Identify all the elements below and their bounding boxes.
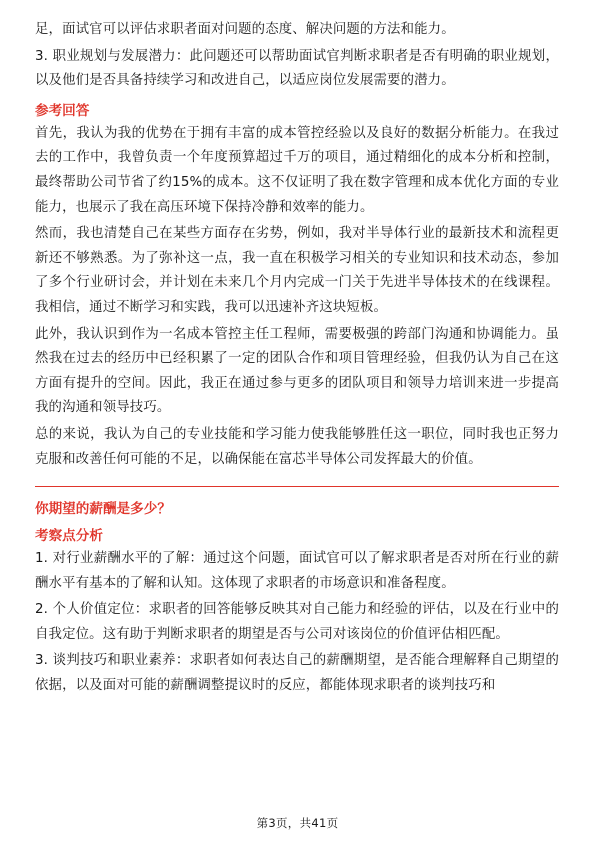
- analysis-heading: 考察点分析: [35, 528, 103, 545]
- page-number-footer: 第3页，共41页: [256, 816, 339, 830]
- answer-paragraph-2: 然而，我也清楚自己在某些方面存在劣势，例如，我对半导体行业的最新技术和流程更新还不够熟悉。为了弥补这一点，我一直在积极学习相关的专业知识和技术动态，参加了多个行业研讨会，并计划在未来几个月内完成一门关于先进半导体技术的在线课程。我相信，通过不断学习和实践，我可以迅速补齐这块短板。: [35, 226, 559, 315]
- analysis-point-1: 1. 对行业薪酬水平的了解：通过这个问题，面试官可以了解求职者是否对所在行业的薪酬水平有基本的了解和认知。这体现了求职者的市场意识和准备程度。: [35, 551, 559, 591]
- intro-point-3: 3. 职业规划与发展潜力：此问题还可以帮助面试官判断求职者是否有明确的职业规划，以及他们是否具备持续学习和改进自己，以适应岗位发展需要的潜力。: [35, 48, 559, 89]
- analysis-point-3: 3. 谈判技巧和职业素养：求职者如何表达自己的薪酬期望，是否能合理解释自己期望的依据，以及面对可能的薪酬调整提议时的反应，都能体现求职者的谈判技巧和: [35, 653, 559, 694]
- answer-paragraph-1: 首先，我认为我的优势在于拥有丰富的成本管控经验以及良好的数据分析能力。在我过去的工作中，我曾负责一个年度预算超过千万的项目，通过精细化的成本分析和控制，最终帮助公司节省了约15%的成本。这不仅证明了我在数字管理和成本优化方面的专业能力，也展示了我在高压环境下保持冷静和效率的能力。: [35, 125, 559, 215]
- answer-paragraph-4: 总的来说，我认为自己的专业技能和学习能力使我能够胜任这一职位，同时我也正努力克服和改善任何可能的不足，以确保能在富芯半导体公司发挥最大的价值。: [35, 426, 559, 467]
- document-page: [35, 18, 559, 699]
- analysis-point-2: 2. 个人价值定位：求职者的回答能够反映其对自己能力和经验的评估，以及在行业中的自我定位。这有助于判断求职者的期望是否与公司对该岗位的价值评估相匹配。: [35, 602, 559, 642]
- answer-paragraph-3: 此外，我认识到作为一名成本管控主任工程师，需要极强的跨部门沟通和协调能力。虽然我在过去的经历中已经积累了一定的团队合作和项目管理经验，但我仍认为自己在这方面有提升的空间。因此，我正在通过参与更多的团队项目和领导力培训来进一步提高我的沟通和领导技巧。: [35, 326, 559, 416]
- intro-continuation: 足，面试官可以评估求职者面对问题的态度、解决问题的方法和能力。: [35, 22, 455, 37]
- question-title: 你期望的薪酬是多少？: [35, 501, 171, 518]
- section-divider: [35, 486, 559, 487]
- reference-answer-heading: 参考回答: [35, 102, 90, 119]
